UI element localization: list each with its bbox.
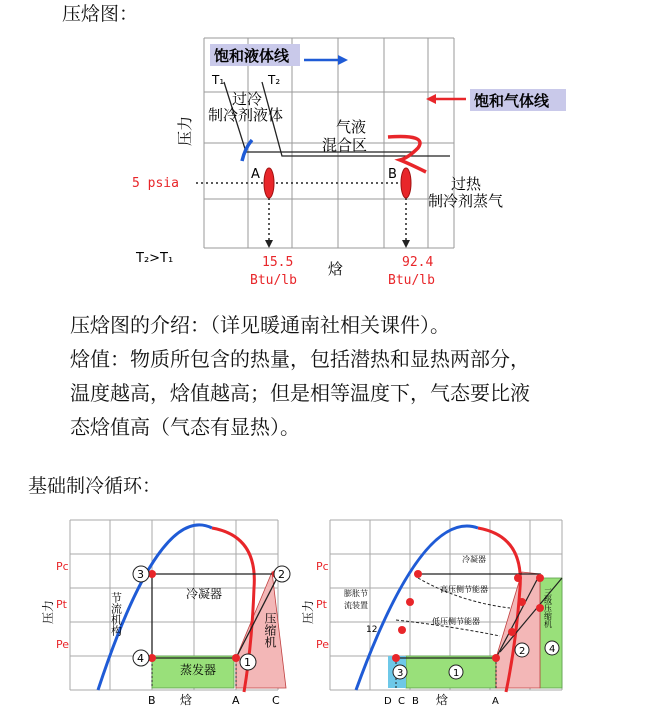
left-pc: Pc — [56, 560, 69, 573]
intro-line-4: 态焓值高（气态有显热）。 — [70, 415, 300, 439]
sat-vapor-label: 饱和气体线 — [474, 92, 550, 110]
t2-label: T₂ — [268, 73, 281, 87]
right-pressure-axis: 压力 — [301, 599, 315, 624]
ph-diagram-heading: 压焓图： — [62, 3, 139, 25]
enthalpy-axis-label: 焓 — [328, 260, 344, 278]
right-pt-h — [536, 574, 544, 582]
left-pe: Pe — [56, 638, 70, 651]
right-pt-d — [392, 654, 400, 662]
left-throttle-label: 节流机构 — [109, 592, 123, 636]
right-expansion-label-1: 膨胀节 — [344, 589, 368, 598]
superheat-label-1: 过热 — [451, 175, 482, 193]
left-pressure-axis: 压力 — [41, 599, 55, 624]
right-n2: 2 — [519, 646, 526, 657]
right-pt: Pt — [316, 598, 327, 611]
left-c: C — [272, 694, 280, 707]
h-b-unit: Btu/lb — [388, 273, 435, 288]
right-pc: Pc — [316, 560, 329, 573]
right-pt-g — [518, 598, 526, 606]
left-a: A — [232, 694, 240, 707]
right-pt-e — [492, 654, 500, 662]
intro-line-1: 压焓图的介绍：（详见暖通南社相关课件）。 — [70, 313, 450, 337]
right-lp-econ-label: 低压侧节能器 — [432, 617, 480, 626]
right-n4: 4 — [549, 644, 556, 655]
three-stage-cycle-diagram — [300, 512, 570, 708]
left-point-1 — [232, 654, 240, 662]
h-a-value: 15.5 — [262, 255, 294, 270]
enthalpy-b-arrow — [402, 240, 410, 248]
sat-liquid-arrow-icon — [338, 55, 348, 65]
pressure-value: 5 psia — [132, 176, 179, 191]
right-a: A — [492, 696, 499, 707]
right-pt-c — [398, 626, 406, 634]
basic-cycle-diagram — [40, 512, 300, 708]
left-condenser-label: 冷凝器 — [186, 587, 223, 601]
h-a-unit: Btu/lb — [250, 273, 297, 288]
state-point-a — [264, 168, 274, 198]
right-expansion-label-2: 流装置 — [344, 601, 368, 610]
enthalpy-a-arrow — [265, 240, 273, 248]
right-c: C — [398, 696, 405, 707]
right-three-stage-label: 三级压缩机 — [543, 588, 553, 628]
right-b: B — [412, 696, 419, 707]
left-n2: 2 — [278, 568, 285, 581]
left-pt: Pt — [56, 598, 67, 611]
h-b-value: 92.4 — [402, 255, 434, 270]
temp-relation: T₂>T₁ — [136, 251, 174, 266]
t1-label: T₁ — [212, 73, 225, 87]
pressure-axis-label: 压力 — [176, 115, 194, 146]
sat-liquid-label: 饱和液体线 — [214, 47, 290, 65]
right-condenser-label: 冷凝器 — [462, 555, 486, 564]
right-hp-econ-label: 高压侧节能器 — [440, 585, 488, 594]
superheat-label-2: 制冷剂蒸气 — [428, 192, 504, 210]
left-n4: 4 — [137, 652, 144, 665]
left-compressor-label: 压缩机 — [263, 612, 277, 648]
ph-diagram — [0, 28, 668, 298]
right-enthalpy-axis: 焓 — [436, 693, 449, 707]
right-d: D — [384, 696, 392, 707]
right-n1: 1 — [453, 668, 460, 679]
left-n3: 3 — [137, 568, 144, 581]
left-b: B — [148, 694, 156, 707]
intro-line-3: 温度越高，焓值越高；但是相等温度下，气态要比液 — [70, 381, 530, 405]
right-pe: Pe — [316, 638, 330, 651]
right-pt-f — [514, 574, 522, 582]
right-pt-j — [508, 628, 516, 636]
point-b-label: B — [388, 167, 397, 182]
left-evaporator-label: 蒸发器 — [180, 663, 217, 677]
right-n12: 12 — [366, 625, 378, 635]
cycle-heading: 基础制冷循环： — [28, 475, 162, 497]
mix-label-1: 气液 — [336, 118, 367, 136]
point-a-label: A — [251, 167, 260, 182]
subcooled-label-2: 制冷剂液体 — [208, 106, 284, 124]
left-enthalpy-axis: 焓 — [180, 693, 193, 707]
right-pt-a — [414, 570, 422, 578]
mix-label-2: 混合区 — [322, 136, 368, 154]
subcooled-label-1: 过冷 — [232, 90, 263, 108]
right-pt-b — [406, 598, 414, 606]
right-n3: 3 — [397, 668, 404, 679]
left-n1: 1 — [244, 656, 251, 669]
intro-line-2: 焓值：物质所包含的热量，包括潜热和显热两部分， — [70, 347, 530, 371]
state-point-b — [401, 168, 411, 198]
